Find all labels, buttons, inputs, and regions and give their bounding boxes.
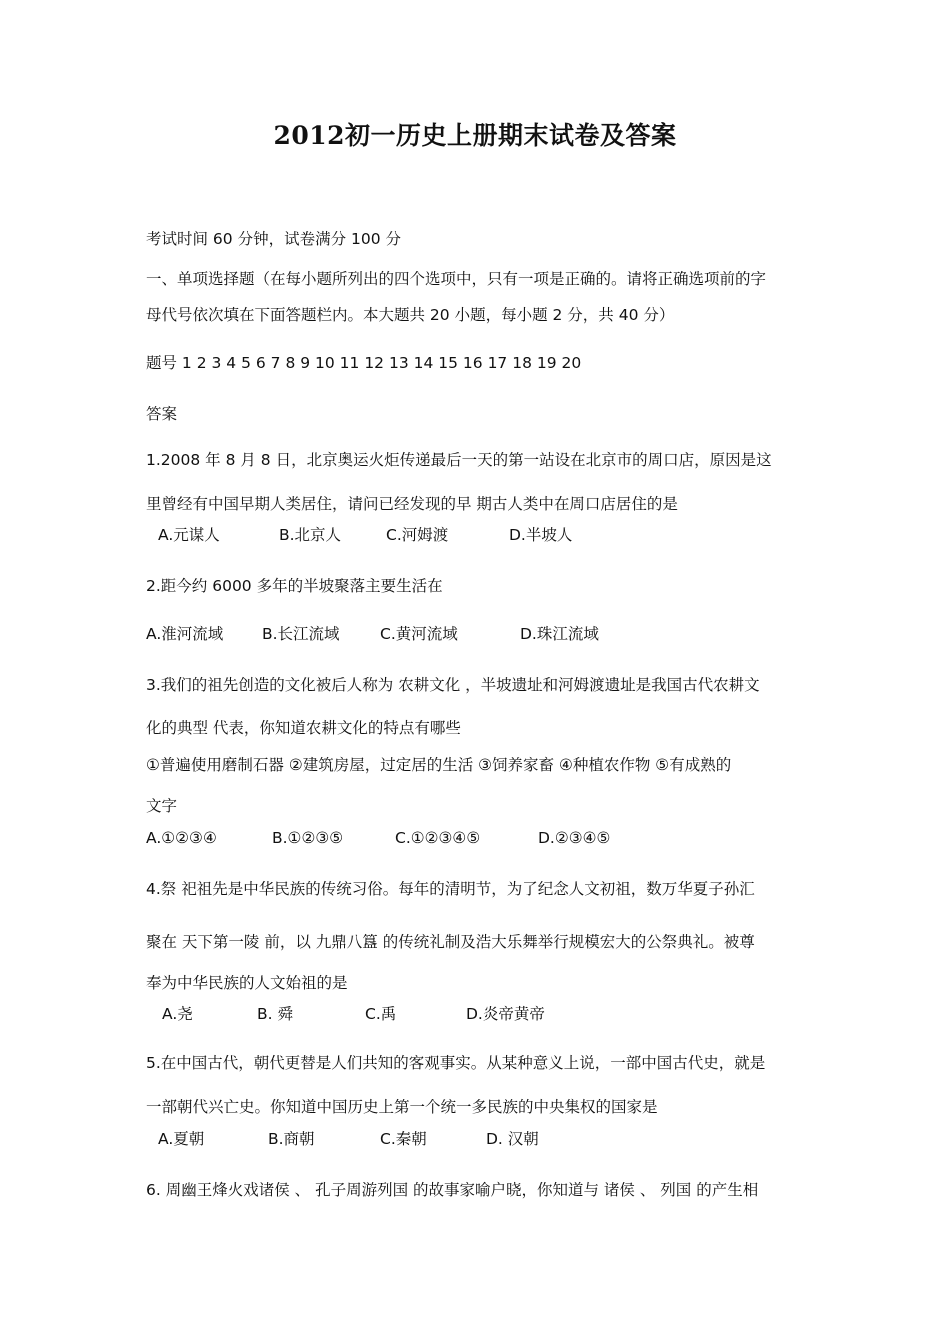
question-5-option-b: B.商朝 (268, 1130, 315, 1148)
question-1-option-c: C.河姆渡 (386, 526, 449, 544)
question-5-line-1: 5.在中国古代，朝代更替是人们共知的客观事实。从某种意义上说，一部中国古代史，就是 (146, 1054, 766, 1072)
question-1-option-d: D.半坡人 (509, 526, 573, 544)
exam-info: 考试时间 60 分钟，试卷满分 100 分 (146, 230, 402, 248)
section-heading-line-1: 一、单项选择题（在每小题所列出的四个选项中，只有一项是正确的。请将正确选项前的字 (146, 270, 767, 288)
question-4-option-c: C.禹 (365, 1005, 397, 1023)
question-3-line-4: 文字 (146, 797, 178, 815)
question-2-option-d: D.珠江流域 (520, 625, 599, 643)
question-3-option-a: A.①②③④ (146, 829, 217, 847)
question-3-option-d: D.②③④⑤ (538, 829, 611, 847)
question-4-option-b: B. 舜 (257, 1005, 293, 1023)
question-3-option-b: B.①②③⑤ (272, 829, 344, 847)
question-1-line-2: 里曾经有中国早期人类居住，请问已经发现的早 期古人类中在周口店居住的是 (146, 495, 678, 513)
question-4-line-1: 4.祭 祀祖先是中华民族的传统习俗。每年的清明节，为了纪念人文初祖，数万华夏子孙汇 (146, 880, 755, 898)
question-4-line-2: 聚在 天下第一陵 前，以 九鼎八簋 的传统礼制及浩大乐舞举行规模宏大的公祭典礼。被尊 (146, 933, 755, 951)
section-heading-line-2: 母代号依次填在下面答题栏内。本大题共 20 小题，每小题 2 分，共 40 分） (146, 306, 675, 324)
question-6-line-1: 6. 周幽王烽火戏诸侯 、 孔子周游列国 的故事家喻户晓，你知道与 诸侯 、 列国 的产生相 (146, 1181, 759, 1199)
question-5-option-d: D. 汉朝 (486, 1130, 539, 1148)
question-1-line-1: 1.2008 年 8 月 8 日，北京奥运火炬传递最后一天的第一站设在北京市的周口店，原因是这 (146, 451, 772, 469)
question-1-option-b: B.北京人 (279, 526, 342, 544)
question-2-line-1: 2.距今约 6000 多年的半坡聚落主要生活在 (146, 577, 443, 595)
question-3-line-2: 化的典型 代表，你知道农耕文化的特点有哪些 (146, 719, 461, 737)
question-2-option-c: C.黄河流域 (380, 625, 458, 643)
question-5-option-a: A.夏朝 (158, 1130, 205, 1148)
question-2-option-a: A.淮河流域 (146, 625, 224, 643)
question-3-line-1: 3.我们的祖先创造的文化被后人称为 农耕文化 ，半坡遗址和河姆渡遗址是我国古代农耕文 (146, 676, 760, 694)
question-3-option-c: C.①②③④⑤ (395, 829, 481, 847)
question-1-option-a: A.元谋人 (158, 526, 220, 544)
question-2-option-b: B.长江流域 (262, 625, 340, 643)
question-4-line-3: 奉为中华民族的人文始祖的是 (146, 974, 348, 992)
question-3-line-3: ①普遍使用磨制石器 ②建筑房屋，过定居的生活 ③饲养家畜 ④种植农作物 ⑤有成熟的 (146, 756, 732, 774)
answer-row-label: 题号 1 2 3 4 5 6 7 8 9 10 11 12 13 14 15 16 17 18 19 20 (146, 354, 582, 372)
answer-label: 答案 (146, 405, 178, 423)
question-5-option-c: C.秦朝 (380, 1130, 427, 1148)
page-title: 2012初一历史上册期末试卷及答案 (273, 121, 677, 150)
question-5-line-2: 一部朝代兴亡史。你知道中国历史上第一个统一多民族的中央集权的国家是 (146, 1098, 658, 1116)
question-4-option-a: A.尧 (162, 1005, 193, 1023)
question-4-option-d: D.炎帝黄帝 (466, 1005, 545, 1023)
